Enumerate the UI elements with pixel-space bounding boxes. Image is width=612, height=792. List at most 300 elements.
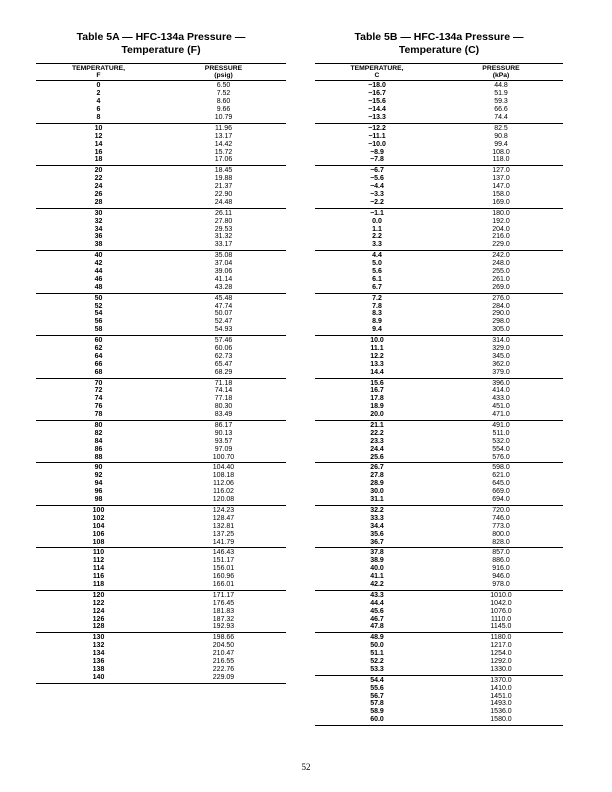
table-row (315, 199, 563, 207)
pressure-cell: 7.52 (216, 90, 231, 98)
table-row (36, 608, 286, 616)
temperature-cell: 6.7 (372, 283, 382, 291)
temperature-cell: 56 (94, 318, 103, 326)
pressure-cell: 147.0 (492, 183, 510, 191)
table-row (315, 98, 563, 106)
pressure-cell: 120.08 (212, 496, 235, 504)
temperature-cell: 18 (94, 156, 103, 164)
temperature-cell: 8 (96, 113, 101, 121)
table-row (36, 472, 286, 480)
pressure-cell: 329.0 (492, 345, 510, 353)
pressure-cell: 1580.0 (490, 716, 512, 724)
temperature-cell: 30 (94, 209, 103, 217)
pressure-cell: 181.83 (212, 607, 235, 615)
pressure-cell: 284.0 (492, 302, 510, 310)
pressure-cell: 261.0 (492, 275, 510, 283)
temperature-cell: 5.0 (372, 260, 382, 268)
pressure-cell: 180.0 (492, 209, 510, 217)
pressure-cell: 100.70 (212, 453, 235, 461)
temperature-cell: 80 (94, 422, 103, 430)
temperature-cell: 35.6 (370, 530, 384, 538)
temperature-cell: 8.9 (372, 318, 382, 326)
temperature-cell: −14.4 (368, 106, 386, 114)
temperature-cell: 50.0 (370, 642, 384, 650)
pressure-cell: 68.29 (214, 368, 233, 376)
pressure-cell: 15.72 (214, 148, 233, 156)
table-row (315, 464, 563, 472)
table-row (36, 581, 286, 589)
temperature-cell: 4.4 (372, 252, 382, 260)
pressure-cell: 97.09 (214, 445, 233, 453)
table-row (36, 337, 286, 345)
temperature-cell: 134 (92, 650, 105, 658)
pressure-cell: 1451.0 (490, 692, 512, 700)
table-row (315, 310, 563, 318)
temperature-cell: 10 (94, 124, 103, 132)
table-row (315, 114, 563, 122)
table-row (315, 90, 563, 98)
table-row (36, 284, 286, 292)
table-5a-title-line1: Table 5A — HFC-134a Pressure — (76, 31, 246, 43)
table-row (315, 125, 563, 133)
table-row (315, 380, 563, 388)
pressure-cell: 828.0 (492, 538, 510, 546)
table-row (315, 218, 563, 226)
temperature-cell: 42.2 (370, 580, 384, 588)
temperature-cell: 13.3 (370, 360, 384, 368)
table-row (315, 600, 563, 608)
pressure-cell: 216.0 (492, 233, 510, 241)
pressure-cell: 108.18 (212, 472, 235, 480)
pressure-cell: 8.60 (216, 98, 231, 106)
pressure-cell: 1076.0 (490, 607, 512, 615)
table-row (36, 642, 286, 650)
pressure-cell: 276.0 (492, 294, 510, 302)
temperature-cell: 7.8 (372, 302, 382, 310)
table-row (36, 252, 286, 260)
temperature-cell: 6 (96, 106, 101, 114)
row-group (36, 548, 286, 590)
pressure-cell: 74.14 (214, 387, 233, 395)
temperature-cell: 28 (94, 198, 103, 206)
pressure-cell: 1010.0 (490, 591, 512, 599)
temperature-cell: 88 (94, 453, 103, 461)
table-5a-header (36, 63, 286, 81)
table-row (315, 496, 563, 504)
pressure-cell: 108.0 (492, 148, 510, 156)
table-5a (36, 31, 286, 684)
temperature-cell: 50 (94, 294, 103, 302)
temperature-cell: 136 (92, 657, 105, 665)
pressure-cell: 433.0 (492, 395, 510, 403)
row-group (36, 379, 286, 421)
temperature-cell: 43.3 (370, 591, 384, 599)
temperature-cell: 17.8 (370, 395, 384, 403)
pressure-cell: 124.23 (212, 506, 235, 514)
temperature-cell: 118 (92, 580, 105, 588)
table-row (36, 515, 286, 523)
temperature-cell: 12.2 (370, 352, 384, 360)
temperature-cell: 112 (92, 557, 105, 565)
table-row (36, 539, 286, 547)
table-row (315, 693, 563, 701)
pressure-cell: 57.46 (214, 337, 233, 345)
pressure-cell: 1370.0 (490, 676, 512, 684)
temperature-cell: 47.8 (370, 623, 384, 631)
temperature-cell: 86 (94, 445, 103, 453)
pressure-cell: 886.0 (492, 557, 510, 565)
table-row (315, 295, 563, 303)
temperature-cell: 36 (94, 233, 103, 241)
pressure-cell: 141.79 (212, 538, 235, 546)
pressure-cell: 35.08 (214, 252, 233, 260)
table-row (315, 565, 563, 573)
pressure-cell: 1292.0 (490, 657, 512, 665)
temperature-cell: 16.7 (370, 387, 384, 395)
pressure-cell: 222.76 (212, 665, 235, 673)
table-row (315, 210, 563, 218)
table-row (36, 303, 286, 311)
temperature-cell: −6.7 (370, 167, 384, 175)
pressure-cell: 414.0 (492, 387, 510, 395)
temperature-cell: −7.8 (370, 156, 384, 164)
temperature-cell: 53.3 (370, 665, 384, 673)
table-row (315, 369, 563, 377)
table-row (36, 403, 286, 411)
temperature-cell: 100 (92, 506, 105, 514)
table-row (36, 191, 286, 199)
pressure-cell: 47.74 (214, 302, 233, 310)
temperature-cell: 54 (94, 310, 103, 318)
pressure-cell: 59.3 (494, 98, 508, 106)
temperature-cell: 58 (94, 326, 103, 334)
temperature-cell: 52 (94, 302, 103, 310)
pressure-cell: 290.0 (492, 310, 510, 318)
pressure-cell: 77.18 (214, 395, 233, 403)
table-row (36, 531, 286, 539)
pressure-cell: 18.45 (214, 167, 233, 175)
temperature-cell: 57.8 (370, 700, 384, 708)
table-row (36, 106, 286, 114)
row-group (315, 421, 563, 463)
pressure-cell: 11.96 (215, 124, 232, 132)
pressure-cell: 6.50 (216, 82, 231, 90)
temperature-cell: 76 (94, 403, 103, 411)
table-row (36, 156, 286, 164)
row-group (36, 336, 286, 378)
pressure-cell: 171.17 (212, 591, 235, 599)
table-5b-title (315, 31, 563, 57)
temperature-cell: 90 (94, 464, 103, 472)
table-row (36, 133, 286, 141)
table-row (36, 464, 286, 472)
temperature-cell: 72 (94, 387, 103, 395)
table-row (315, 581, 563, 589)
temperature-cell: 2 (96, 90, 101, 98)
table-row (315, 167, 563, 175)
table-row (315, 623, 563, 631)
row-group (315, 336, 563, 378)
row-group (315, 294, 563, 336)
pressure-cell: 1410.0 (490, 684, 512, 692)
table-row (36, 592, 286, 600)
pressure-cell: 1110.0 (490, 615, 512, 623)
table-row (36, 666, 286, 674)
temperature-cell: 124 (92, 607, 105, 615)
pressure-cell: 1493.0 (490, 700, 512, 708)
row-group (36, 124, 286, 166)
temperature-cell: 26 (94, 190, 103, 198)
table-row (36, 226, 286, 234)
row-group (315, 676, 563, 726)
temperature-cell: 28.9 (370, 480, 384, 488)
pressure-cell: 26.11 (215, 209, 232, 217)
table-row (36, 549, 286, 557)
table-row (315, 658, 563, 666)
table-row (36, 623, 286, 631)
table-row (315, 677, 563, 685)
pressure-cell: 746.0 (492, 514, 510, 522)
pressure-cell: 39.06 (214, 268, 233, 275)
pressure-cell: 118.0 (492, 156, 510, 164)
pressure-cell: 451.0 (492, 403, 510, 411)
temperature-cell: 46 (94, 275, 103, 283)
row-group (315, 506, 563, 548)
pressure-cell: 192.0 (492, 217, 510, 225)
pressure-cell: 169.0 (492, 198, 510, 206)
pressure-cell: 216.55 (212, 657, 235, 665)
pressure-cell: 800.0 (492, 530, 510, 538)
table-5a-body (36, 81, 286, 683)
table-row (36, 480, 286, 488)
pressure-cell: 345.0 (492, 352, 510, 360)
table-row (36, 233, 286, 241)
table-row (36, 395, 286, 403)
table-row (315, 422, 563, 430)
table-row (315, 515, 563, 523)
table-row (36, 183, 286, 191)
table-row (36, 573, 286, 581)
pressure-cell: 156.01 (212, 565, 235, 573)
table-row (315, 141, 563, 149)
pressure-cell: 269.0 (492, 283, 510, 291)
temperature-cell: 0.0 (372, 217, 382, 225)
table-row (315, 716, 563, 724)
temperature-cell: −5.6 (370, 175, 384, 183)
table-row (315, 616, 563, 624)
pressure-cell: 1254.0 (490, 650, 512, 658)
pressure-cell: 146.43 (212, 549, 235, 557)
table-row (36, 361, 286, 369)
table-5a-title (36, 31, 286, 57)
table-row (315, 573, 563, 581)
pressure-cell: 491.0 (492, 422, 510, 430)
table-row (315, 608, 563, 616)
table-row (315, 268, 563, 276)
pressure-cell: 158.0 (492, 190, 510, 198)
temperature-cell: 22.2 (370, 429, 384, 437)
table-row (36, 90, 286, 98)
pressure-cell: 151.17 (212, 557, 235, 565)
pressure-cell: 576.0 (492, 453, 510, 461)
table-row (36, 387, 286, 395)
table-row (315, 488, 563, 496)
row-group (36, 633, 286, 683)
pressure-cell: 242.0 (492, 252, 510, 260)
table-row (36, 557, 286, 565)
temperature-cell: 84 (94, 437, 103, 445)
temperature-cell: 27.8 (370, 472, 384, 480)
temperature-cell: 8.3 (372, 310, 382, 318)
temperature-cell: 51.1 (370, 650, 384, 658)
table-row (36, 276, 286, 284)
table-row (315, 353, 563, 361)
table-row (36, 326, 286, 334)
temperature-cell: 0 (96, 82, 101, 90)
table-row (315, 430, 563, 438)
temperature-cell: 1.1 (372, 225, 382, 233)
pressure-cell: 621.0 (492, 472, 510, 480)
row-group (36, 166, 286, 208)
temperature-cell: 21.1 (370, 422, 384, 430)
table-row (315, 284, 563, 292)
temperature-cell: 62 (94, 345, 103, 353)
pressure-cell: 66.6 (494, 106, 508, 114)
temperature-cell: 41.1 (370, 573, 384, 581)
table-row (36, 380, 286, 388)
pressure-cell: 74.4 (494, 113, 508, 121)
table-row (315, 303, 563, 311)
temperature-cell: 24.4 (370, 445, 384, 453)
temperature-cell: 14 (94, 140, 103, 148)
table-row (315, 149, 563, 157)
pressure-cell: 532.0 (492, 437, 510, 445)
temperature-cell: 3.3 (372, 241, 382, 249)
temperature-cell: 122 (92, 599, 105, 607)
pressure-cell: 187.32 (212, 615, 235, 623)
pressure-cell: 229.0 (492, 241, 510, 249)
pressure-cell: 60.06 (214, 345, 233, 353)
table-row (36, 523, 286, 531)
pressure-cell: 17.06 (214, 156, 233, 164)
table-row (315, 337, 563, 345)
temperature-cell: 23.3 (370, 437, 384, 445)
pressure-cell: 1042.0 (490, 599, 512, 607)
table-row (315, 183, 563, 191)
table-row (36, 268, 286, 276)
pressure-cell: 128.47 (212, 514, 235, 522)
temperature-cell: 16 (94, 148, 103, 156)
pressure-cell: 50.07 (214, 310, 233, 318)
temperature-cell: 56.7 (370, 692, 384, 700)
row-group (315, 591, 563, 633)
pressure-cell: 720.0 (492, 506, 510, 514)
pressure-cell: 229.09 (212, 673, 235, 681)
pressure-cell: 773.0 (492, 522, 510, 530)
table-row (315, 106, 563, 114)
temperature-cell: 114 (92, 565, 105, 573)
table-row (36, 634, 286, 642)
table-row (315, 276, 563, 284)
temperature-column-header: TEMPERATURE, F (71, 65, 126, 80)
table-row (36, 565, 286, 573)
pressure-cell: 166.01 (212, 580, 235, 588)
pressure-cell: 137.0 (492, 175, 510, 183)
pressure-cell: 24.48 (214, 198, 233, 206)
temperature-cell: 110 (92, 549, 105, 557)
pressure-cell: 33.17 (214, 241, 233, 249)
temperature-cell: 44 (94, 268, 103, 275)
temperature-cell: 108 (92, 538, 105, 546)
pressure-cell: 305.0 (492, 326, 510, 334)
table-row (36, 125, 286, 133)
temperature-cell: −15.6 (368, 98, 386, 106)
temperature-cell: 58.9 (370, 708, 384, 716)
temperature-cell: −16.7 (368, 90, 386, 98)
temperature-cell: 15.6 (370, 379, 384, 387)
table-row (36, 430, 286, 438)
pressure-cell: 14.42 (214, 140, 233, 148)
table-row (315, 549, 563, 557)
table-row (36, 175, 286, 183)
temperature-cell: 45.6 (370, 607, 384, 615)
table-row (315, 592, 563, 600)
row-group (315, 379, 563, 421)
temperature-cell: 38.9 (370, 557, 384, 565)
temperature-cell: 30.0 (370, 488, 384, 496)
pressure-column-header: PRESSURE (psig) (204, 65, 243, 80)
temperature-cell: 70 (94, 379, 103, 387)
temperature-cell: 24 (94, 183, 103, 191)
pressure-cell: 314.0 (492, 337, 510, 345)
table-row (36, 650, 286, 658)
temperature-cell: 126 (92, 615, 105, 623)
temperature-cell: 120 (92, 591, 105, 599)
pressure-cell: 80.30 (214, 403, 233, 411)
pressure-cell: 1330.0 (490, 665, 512, 673)
table-row (36, 98, 286, 106)
table-row (36, 658, 286, 666)
temperature-cell: 92 (94, 472, 103, 480)
temperature-cell: 96 (94, 488, 103, 496)
pressure-cell: 204.0 (492, 225, 510, 233)
pressure-cell: 248.0 (492, 260, 510, 268)
pressure-cell: 10.79 (214, 113, 233, 121)
table-row (315, 708, 563, 716)
table-row (315, 454, 563, 462)
temperature-cell: 66 (94, 360, 103, 368)
temperature-cell: 44.4 (370, 599, 384, 607)
table-row (36, 114, 286, 122)
temperature-cell: 42 (94, 260, 103, 268)
pressure-cell: 137.25 (212, 530, 235, 538)
temperature-cell: 37.8 (370, 549, 384, 557)
pressure-cell: 204.50 (212, 642, 235, 650)
pressure-cell: 71.18 (214, 379, 233, 387)
temperature-cell: 4 (96, 98, 101, 106)
temperature-cell: 106 (92, 530, 105, 538)
pressure-cell: 116.02 (213, 488, 234, 496)
row-group (315, 209, 563, 251)
temperature-cell: 116 (92, 573, 105, 581)
temperature-cell: −12.2 (368, 124, 386, 132)
table-row (36, 295, 286, 303)
table-5b-body (315, 81, 563, 726)
pressure-cell: 160.96 (212, 573, 235, 581)
pressure-cell: 857.0 (492, 549, 510, 557)
pressure-column-header: PRESSURE (kPa) (482, 65, 520, 80)
table-row (315, 634, 563, 642)
